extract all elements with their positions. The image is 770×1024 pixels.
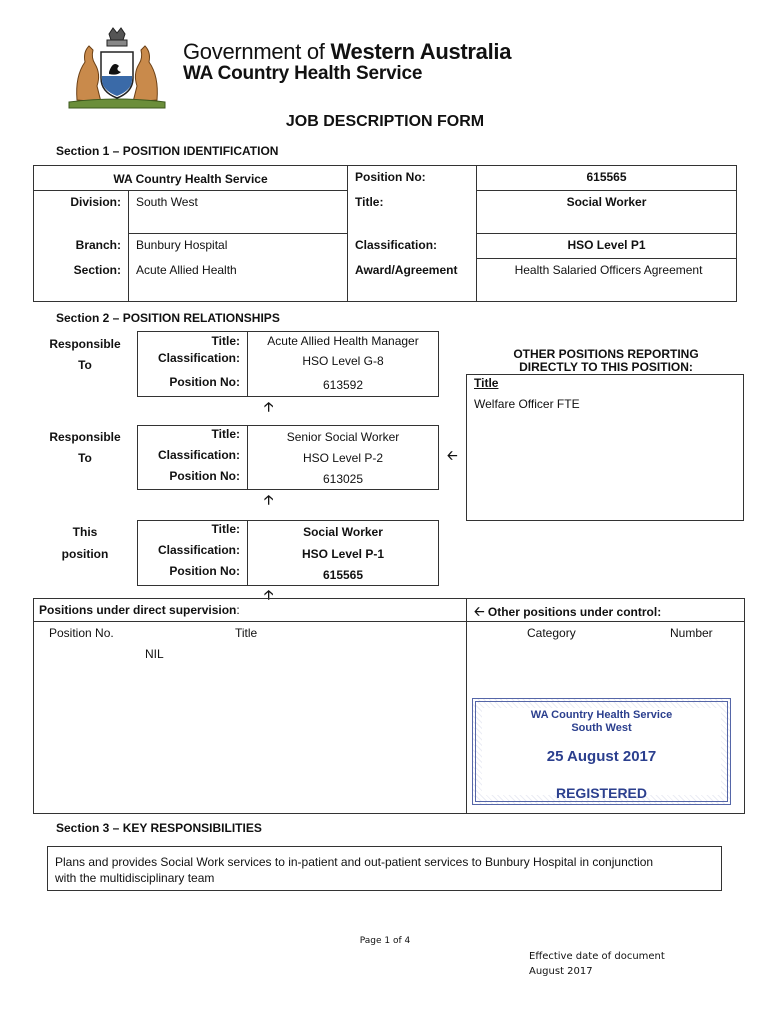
box1-position-no-value: 613592: [322, 378, 364, 392]
section-label: Section:: [73, 263, 121, 277]
position-no-value: 615565: [586, 170, 627, 184]
form-title: JOB DESCRIPTION FORM: [285, 113, 485, 130]
col-number: Number: [670, 626, 713, 640]
award-value: Health Salaried Officers Agreement: [514, 263, 703, 277]
responsibility-line2: with the multidisciplinary team: [55, 871, 215, 885]
responsible-to-label-2: To: [78, 451, 92, 465]
stamp-line1: WA Country Health Service: [530, 709, 673, 721]
award-label: Award/Agreement: [355, 263, 458, 277]
header-bold-text: Western Australia: [330, 39, 512, 64]
other-title-column: Title: [474, 376, 499, 390]
section2-heading: Section 2 – POSITION RELATIONSHIPS: [56, 311, 280, 325]
box3-classification-label: Classification:: [157, 543, 240, 557]
box3-position-no-value: 615565: [322, 568, 364, 582]
agency-header: WA Country Health Service: [183, 63, 423, 84]
arrow-up-icon: 🡡: [264, 492, 274, 507]
responsible-to-label-1: To: [78, 358, 92, 372]
arrow-left-icon: 🡠: [474, 604, 485, 619]
coat-of-arms-logo: [57, 26, 177, 110]
box2-position-no-label: Position No:: [169, 469, 240, 483]
stamp-line2: South West: [571, 722, 632, 734]
branch-label: Branch:: [75, 238, 121, 252]
supervision-heading: [39, 603, 240, 617]
box2-title-value: Senior Social Worker: [286, 430, 400, 444]
section3-heading: Section 3 – KEY RESPONSIBILITIES: [56, 821, 262, 835]
branch-value: Bunbury Hospital: [136, 238, 228, 252]
division-label: Division:: [70, 195, 121, 209]
arrow-left-icon: 🡠: [447, 448, 458, 463]
box1-title-value: Acute Allied Health Manager: [267, 334, 419, 348]
other-positions-heading-1: OTHER POSITIONS REPORTING: [513, 347, 699, 361]
supervision-colon: :: [236, 603, 240, 617]
section1-heading: Section 1 – POSITION IDENTIFICATION: [56, 144, 279, 158]
box2-classification-value: HSO Level P-2: [302, 451, 384, 465]
effective-date-value: August 2017: [529, 966, 593, 977]
stamp-date: 25 August 2017: [546, 748, 657, 765]
registered-stamp: [472, 698, 731, 805]
box3-classification-value: HSO Level P-1: [301, 547, 385, 561]
responsible-label-1: Responsible: [49, 337, 121, 351]
arrow-up-icon: 🡡: [264, 399, 274, 414]
box1-title-label: Title:: [211, 334, 240, 348]
classification-value: HSO Level P1: [567, 238, 646, 252]
other-positions-heading-2: DIRECTLY TO THIS POSITION:: [519, 360, 693, 374]
col-category: Category: [527, 626, 576, 640]
col-title: Title: [235, 626, 258, 640]
box1-classification-label: Classification:: [157, 351, 240, 365]
other-position-item: Welfare Officer FTE: [474, 397, 580, 411]
responsible-label-2: Responsible: [49, 430, 121, 444]
effective-date-label: Effective date of document: [529, 951, 665, 962]
org-name: WA Country Health Service: [113, 172, 268, 186]
arrow-up-icon: 🡡: [264, 587, 274, 602]
government-header: [183, 39, 511, 65]
section-value: Acute Allied Health: [136, 263, 237, 277]
control-heading: [474, 603, 661, 625]
supervision-label: Positions under direct supervision: [39, 603, 237, 617]
position-no-label: Position No:: [355, 170, 426, 184]
box1-classification-value: HSO Level G-8: [302, 354, 384, 368]
box2-title-label: Title:: [211, 427, 240, 441]
box3-title-value: Social Worker: [303, 525, 383, 539]
header-plain-text: Government of: [183, 39, 331, 64]
position-label: position: [61, 547, 109, 561]
col-position-no: Position No.: [49, 626, 114, 640]
title-label: Title:: [355, 195, 384, 209]
box3-position-no-label: Position No:: [169, 564, 240, 578]
title-value: Social Worker: [566, 195, 647, 209]
classification-label: Classification:: [355, 238, 438, 252]
page-number: Page 1 of 4: [359, 936, 411, 946]
this-label: This: [72, 525, 98, 539]
stamp-status: REGISTERED: [555, 785, 647, 801]
division-value: South West: [136, 195, 198, 209]
box1-position-no-label: Position No:: [169, 375, 240, 389]
responsibility-line1: Plans and provides Social Work services to in-patient and out-patient services to Bunbury Hospital in conjunction: [55, 855, 654, 869]
box2-position-no-value: 613025: [322, 472, 364, 486]
box3-title-label: Title:: [211, 522, 240, 536]
box2-classification-label: Classification:: [157, 448, 240, 462]
nil-value: NIL: [145, 647, 164, 661]
control-label: Other positions under control:: [487, 605, 662, 619]
